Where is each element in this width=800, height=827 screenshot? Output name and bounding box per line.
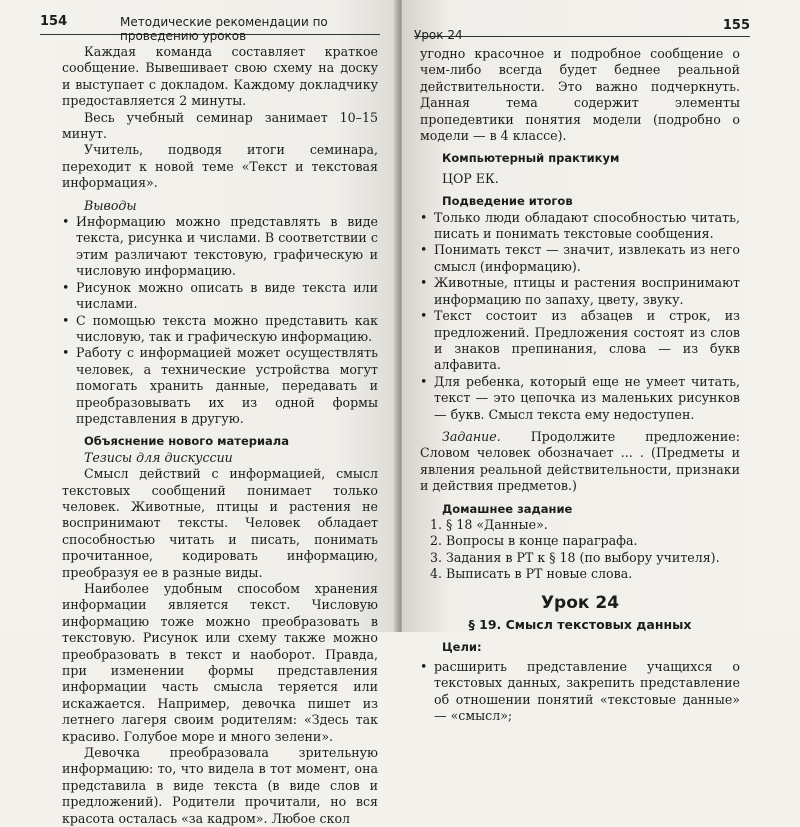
bullet-icon: • bbox=[62, 214, 70, 230]
section-heading: Домашнее задание bbox=[442, 501, 573, 516]
list-item: • Только люди обладают способностью читать, писать и понимать текстовые сообщения. bbox=[420, 209, 740, 242]
list-item: • Текст состоит из абзацев и строк, из предложений. Предложения состоят из слов и знаков препинания, слова — из букв алфавита. bbox=[420, 308, 740, 373]
right-running-title: Урок 24 bbox=[414, 28, 463, 42]
task-label: Задание. bbox=[442, 428, 501, 444]
goals-list bbox=[420, 659, 740, 725]
bullet-icon: • bbox=[420, 242, 428, 258]
list-item: • Информацию можно представлять в виде текста, рисунка и числами. В соответствии с этим различают текстовую, графическую и числовую информацию. bbox=[62, 214, 378, 279]
bullet-icon: • bbox=[62, 345, 70, 361]
summary-list bbox=[420, 210, 740, 423]
left-page-header bbox=[40, 14, 380, 43]
task-text: Продолжите предложение: Словом человек обозначает ... . (Предметы и явления реальной действительности, признаки и действия предметов.) bbox=[420, 428, 740, 494]
paragraph: Весь учебный семинар занимает 10–15 минут. bbox=[62, 109, 378, 142]
right-page bbox=[402, 0, 800, 724]
homework-list bbox=[420, 517, 740, 583]
section-heading: Компьютерный практикум bbox=[442, 151, 620, 166]
list-item: 4. Выписать в РТ новые слова. bbox=[430, 566, 633, 582]
goals-heading: Цели: bbox=[442, 640, 482, 655]
conclusions-list bbox=[62, 214, 378, 427]
list-item: 3. Задания в РТ к § 18 (по выбору учителя). bbox=[430, 549, 720, 565]
paragraph: угодно красочное и подробное сообщение о чем-либо всегда будет беднее реальной действительности. Это важно подчеркнуть. Данная тема содержит элементы пропедевтики понятия модели (подробно о модели — в 4 классе). bbox=[420, 46, 740, 144]
left-running-title: Методические рекомендации по проведению уроков bbox=[120, 15, 328, 43]
lesson-title: Урок 24 bbox=[540, 592, 620, 613]
list-item: • расширить представление учащихся о текстовых данных, закрепить представление об отношении понятий «текстовые данные» — «смысл»; bbox=[420, 658, 740, 724]
bullet-icon: • bbox=[420, 658, 428, 674]
left-page-number: 154 bbox=[40, 14, 68, 29]
right-page-header bbox=[414, 14, 750, 42]
section-heading: Подведение итогов bbox=[442, 194, 573, 209]
left-page-text bbox=[62, 44, 378, 827]
paragraph: Наиболее удобным способом хранения информации является текст. Числовую информацию тоже можно преобразовать в текстовую. Рисунок или схему также можно преобразовать в текст и наоборот. Правда, при изменении формы представления информации часть смысла теряется или искажается. Например, девочка пишет из летнего лагеря своим родителям: «Здесь так красиво. Голубое море и много зелени». bbox=[62, 581, 378, 744]
list-item: 1. § 18 «Данные». bbox=[430, 516, 548, 532]
list-item: • Работу с информацией может осуществлять человек, а технические устройства могут помогать хранить данные, передавать и преобразовывать их из одной формы представления в другую. bbox=[62, 345, 378, 426]
section-heading: Объяснение нового материала bbox=[84, 434, 289, 449]
left-page bbox=[0, 0, 398, 826]
bullet-icon: • bbox=[420, 209, 428, 225]
conclusions-heading: Выводы bbox=[84, 197, 137, 213]
paragraph: Девочка преобразовала зрительную информацию: то, что видела в тот момент, она представила в виде текста (в виде слов и предложений). Родители прочитали, но вся красота осталась «за кадром». Любое скол bbox=[62, 745, 378, 826]
list-item: 2. Вопросы в конце параграфа. bbox=[430, 533, 638, 549]
bullet-icon: • bbox=[62, 312, 70, 328]
bullet-icon: • bbox=[420, 373, 428, 389]
paragraph: Учитель, подводя итоги семинара, переходит к новой теме «Текст и текстовая информация». bbox=[62, 142, 378, 191]
paragraph: Смысл действий с информацией, смысл текстовых сообщений понимает только человек. Животные, птицы и растения не воспринимают тексты. Человек обладает способностью читать и писать, понимать прочитанное, кодировать информацию, преобразуя ее в разные виды. bbox=[62, 466, 378, 580]
section-title: § 19. Смысл текстовых данных bbox=[468, 617, 692, 632]
right-page-text bbox=[420, 46, 740, 724]
list-item: • Животные, птицы и растения воспринимают информацию по запаху, цвету, звуку. bbox=[420, 275, 740, 307]
paragraph: Каждая команда составляет краткое сообщение. Вывешивает свою схему на доску и выступает с докладом. Каждому докладчику предоставляется 2 минуты. bbox=[62, 44, 378, 109]
subheading: Тезисы для дискуссии bbox=[84, 449, 233, 465]
list-item: • Для ребенка, который еще не умеет читать, текст — это цепочка из маленьких рисунков — букв. Смысл текста ему недоступен. bbox=[420, 373, 740, 422]
bullet-icon: • bbox=[420, 308, 428, 324]
paragraph: ЦОР ЕК. bbox=[442, 170, 499, 186]
list-item: • Рисунок можно описать в виде текста или числами. bbox=[62, 279, 378, 312]
task-paragraph bbox=[420, 429, 740, 495]
bullet-icon: • bbox=[420, 275, 428, 291]
list-item: • Понимать текст — значит, извлекать из него смысл (информацию). bbox=[420, 242, 740, 274]
right-page-number: 155 bbox=[722, 18, 750, 33]
bullet-icon: • bbox=[62, 279, 70, 295]
list-item: • С помощью текста можно представить как числовую, так и графическую информацию. bbox=[62, 312, 378, 344]
